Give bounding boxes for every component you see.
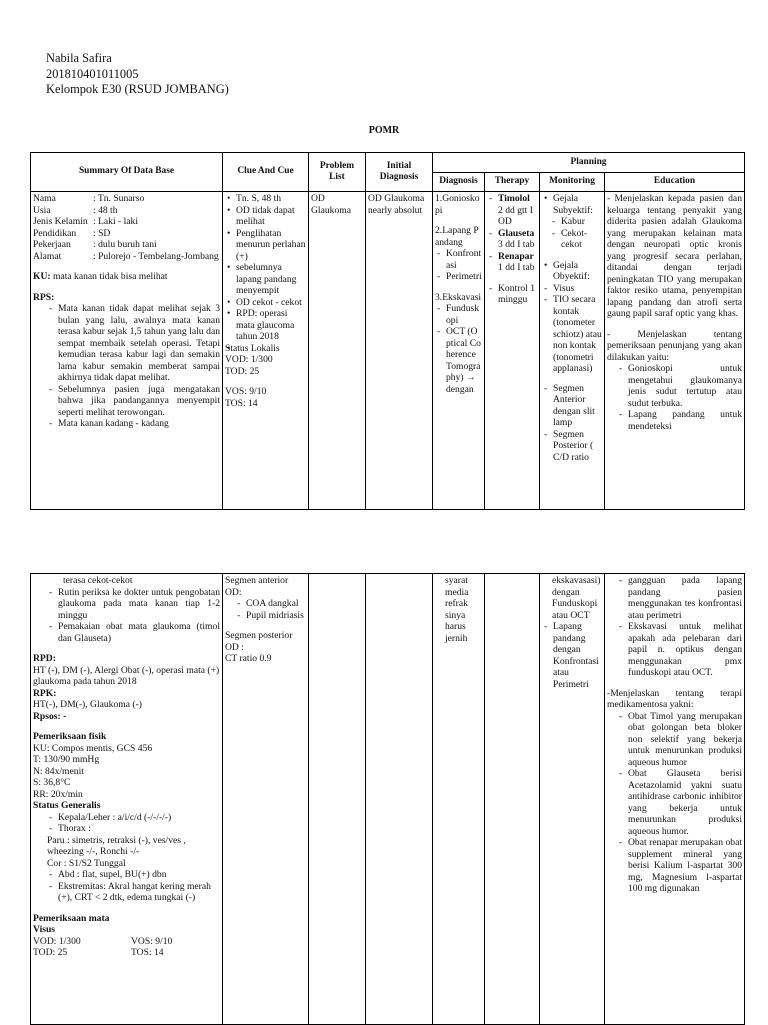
list-item: - OCT (Optical Coherence Tomography) → dengan [435,326,482,395]
list-item: - Visus [542,283,602,295]
tos-value: TOS: 14 [225,397,258,409]
col-monitoring: Monitoring [540,173,605,192]
document-header [46,51,229,98]
rps-label: RPS: [33,291,55,303]
list-item: - Rutin periksa ke dokter untuk pengobatan glaukoma pada mata kanan tiap 1-2 minggu [47,587,220,622]
monitoring-cell-cont: ekskavasasi) dengan Funduskopi atau OCT - Lapang pandang dengan Konfrontasi atau Perimetri [540,574,605,1025]
list-item: • OD tidak dapat melihat [225,205,306,228]
list-item: - Pupil midriasis [235,610,306,622]
list-item: - Cekot-cekot [550,228,602,251]
list-item: - Glauseta 3 dd I tab [487,228,537,251]
rps-list [47,303,220,430]
list-item: - Funduskopi [435,303,482,326]
list-item: - Kontrol 1 minggu [487,283,537,306]
list-item: - Renapar 1 dd I tab [487,251,537,274]
problem-cell: OD Glaukoma [309,192,366,510]
list-item: - Abd : flat, supel, BU(+) dbn [47,869,220,881]
list-item: - Kabur [550,216,602,228]
pomr-table-page2 [30,573,745,1025]
list-item: • Tn. S, 48 th [225,193,306,205]
list-item: - COA dangkal [235,598,306,610]
list-item: - Konfrontasi [435,248,482,271]
col-education: Education [605,173,745,192]
list-item: - Lapang pandang dengan Konfrontasi atau Perimetri [542,621,602,690]
list-item: - Obat Glauseta berisi Acetazolamid yakni suatu antihidrase carbonic inhibitor yang bekerja untuk menurunkan produksi aqueous humor. [617,768,742,837]
clue-cell [223,192,309,510]
summary-cell [31,192,223,510]
vos-value: VOS: 9/10 [225,386,267,397]
author-name: Nabila Safira [46,51,112,65]
list-item: - Ekstremitas: Akral hangat kering merah (+), CRT < 2 dtk, edema tungkai (-) [47,881,220,904]
clue-cell-cont: Segmen anterior OD: - COA dangkal - Pupil midriasis Segmen posterior OD : CT ratio 0.9 [223,574,309,1025]
col-initial: Initial Diagnosis [366,153,433,192]
list-item: - Obat Timol yang merupakan obat golongan beta bloker non selektif yang bekerja untuk menurunkan produksi aqueous humor [617,711,742,769]
list-item: - Sebelumnya pasien juga mengatakan bahwa jika pandangannya menyempit seperti melihat terowongan. [47,384,220,419]
col-summary: Summary Of Data Base [31,153,223,192]
list-item: - Mata kanan tidak dapat melihat sejak 3 bulan yang lalu, awalnya mata kanan terasa kabur sejak 1,5 tahun yang lalu dan sempat membaik setelah operasi. Tetapi kemudian terasa kabur lagi dan semakin lama kabur semakin memberat sampai akhirnya tidak dapat melihat. [47,303,220,384]
col-clue: Clue And Cue [223,153,309,192]
list-item: - Obat renapar merupakan obat supplement mineral yang berisi Kalium l-aspartat 300 mg, Magnesium l-aspartat 100 mg digunakan [617,837,742,895]
list-item: - Pemakaian obat mata glaukoma (timol dan Glauseta) [47,621,220,644]
col-problem: Problem List [309,153,366,192]
initial-cell-cont [366,574,433,1025]
col-therapy: Therapy [485,173,540,192]
monitoring-cell: • Gejala Subyektif: - Kabur - Cekot-cekot • Gejala Obyektif: - Visus - TIO secara kontak (tonometer schiotz) atau non kontak (tonometri applanasi) - Segmen Anterior dengan slit lamp - Segmen Posterior ( C/D ratio [540,192,605,510]
list-item: - Mata kanan kadang - kadang [47,418,220,430]
list-item: - gangguan pada lapang pandang pasien menggunakan tes konfrontasi atau perimetri [617,575,742,621]
list-item: - Thorax : [47,823,220,835]
tod-value: TOD: 25 [225,365,260,377]
list-item: - Gonioskopi untuk mengetahui glaukomanya jenis sudut tertutup atau sudut terbuka. [617,363,742,409]
list-item: - Segmen Anterior dengan slit lamp [542,383,602,429]
list-item: • Penglihatan menurun perlahan (+) [225,228,306,263]
list-item: - Timolol 2 dd gtt I OD [487,193,537,228]
clue-list [225,193,306,343]
summary-cell-cont: terasa cekot-cekot - Rutin periksa ke dokter untuk pengobatan glaukoma pada mata kanan tiap 1-2 minggu - Pemakaian obat mata glaukoma (timol dan Glauseta) RPD: HT (-), DM (-), Alergi Obat (-), operasi mata (+) glaukoma pada tahun 2018 RPK: HT(-), DM(-), Glaukoma (-) Rpsos: - Pemeriksaan fisik KU: Compos mentis, GCS 456 T: 130/90 mmHg N: 84x/menit S: 36,8°C RR: 20x/min Status Generalis - Kepala/Leher : a/i/c/d (-/-/-/-) - Thorax : Paru : simetris, retraksi (-), ves/ves , wheezing -/-, Ronchi -/- Cor : S1/S2 Tunggal - Abd : flat, supel, BU(+) dbn - Ekstremitas: Akral hangat kering merah (+), CRT < 2 dtk, edema tungkai (-) Pemeriksaan mata Visus VOD: 1/300 VOS: 9/10 TOD: 25 TOS: 14 [31,574,223,1025]
diagnosis-cell-cont: syarat media refrak sinya harus jernih [433,574,485,1025]
list-item: • RPD: operasi mata glaucoma tahun 2018 [225,308,306,343]
pomr-table-page1 [30,152,745,510]
initial-cell: OD Glaukoma nearly absolut [366,192,433,510]
identity-list: Nama : Tn. Sunarso Usia : 48 th Jenis Kelamin : Laki - laki Pendidikan : SD Pekerjaan : dulu buruh tani Alamat : Pulorejo - Tembelang-Jombang [33,193,219,262]
education-cell-cont: - gangguan pada lapang pandang pasien menggunakan tes konfrontasi atau perimetri - Ekskavasi untuk melihat apakah ada pelebaran dari papil n. optikus dengan menggunakan pmx funduskopi atau OCT. -Menjelaskan tentang terapi medikamentosa yakni: - Obat Timol yang merupakan obat golongan beta bloker non selektif yang bekerja untuk menurunkan produksi aqueous humor - Obat Glauseta berisi Acetazolamid yakni suatu antihidrase carbonic inhibitor yang bekerja untuk menurunkan produksi aqueous humor. - Obat renapar merupakan obat supplement mineral yang berisi Kalium l-aspartat 300 mg, Magnesium l-aspartat 100 mg digunakan [605,574,745,1025]
status-lokalis: Status Lokalis [225,342,280,354]
therapy-cell [485,192,540,510]
vod-value: VOD: 1/300 [225,354,273,365]
list-item: - Perimetri [435,271,482,283]
list-item: - Segmen Posterior ( C/D ratio [542,429,602,464]
list-item: - Lapang pandang untuk mendeteksi [617,409,742,432]
therapy-cell-cont [485,574,540,1025]
page-title: POMR [368,125,400,136]
list-item: - Ekskavasi untuk melihat apakah ada pelebaran dari papil n. optikus dengan menggunakan pmx funduskopi atau OCT. [617,621,742,679]
list-item: • OD cekot - cekot [225,297,306,309]
list-item: - TIO secara kontak (tonometer schiotz) atau non kontak (tonometri applanasi) [542,294,602,375]
list-item: • sebelumnya lapang pandang menyempit [225,262,306,297]
col-planning: Planning [433,153,745,173]
education-cell: - Menjelaskan kepada pasien dan keluarga tentang penyakit yang diderita pasien adalah Glaukoma yang merupakan kelainan mata dengan neuropati optic kronis yang progresif secara perlahan, ditandai dengan terjadi peningkatan TIO yang merupakan faktor resiko utama, penyempitan lapang pandang dan atrofi serta gaung papil saraf optic yang khas. - Menjelaskan tentang pemeriksaan penunjang yang akan dilakukan yaitu: - Gonioskopi untuk mengetahui glaukomanya jenis sudut tertutup atau sudut terbuka. - Lapang pandang untuk mendeteksi [605,192,745,510]
ku-line: KU: mata kanan tidak bisa melihat [33,271,168,282]
col-diagnosis: Diagnosis [433,173,485,192]
problem-cell-cont [309,574,366,1025]
author-group: Kelompok E30 (RSUD JOMBANG) [46,82,229,96]
diagnosis-cell: 1.Gonioskopi 2.Lapang Pandang - Konfrontasi - Perimetri 3.Ekskavasi - Funduskopi - OCT (Optical Coherence Tomography) → dengan [433,192,485,510]
author-nim: 201810401011005 [46,66,139,81]
list-item: - Kepala/Leher : a/i/c/d (-/-/-/-) [47,812,220,824]
